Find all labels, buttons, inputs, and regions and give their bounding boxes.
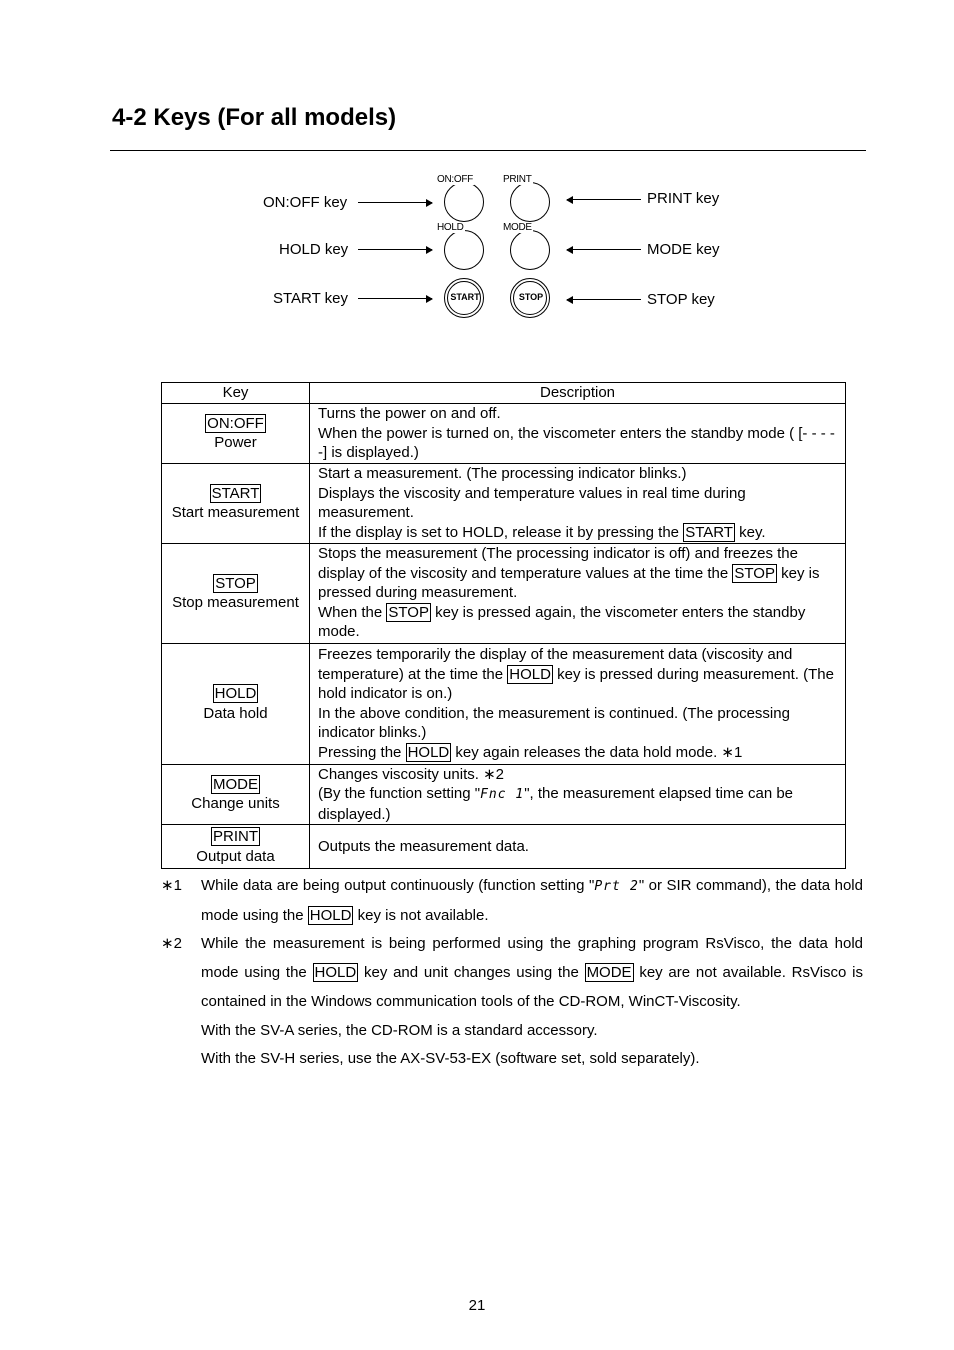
inline-key: HOLD [314, 964, 357, 982]
inline-key: STOP [734, 564, 775, 582]
desc-line: key is pressed again, the viscometer enters the standby mode. [318, 603, 806, 641]
desc-line: key. [739, 523, 766, 541]
onoff-button[interactable] [437, 174, 490, 224]
print-button[interactable] [503, 174, 556, 224]
note-text: While the measurement is being performed using the graphing program RsVisco, the data hold mode using the [201, 935, 863, 982]
arrow-start [358, 298, 432, 299]
desc-line: Turns the power on and off. [318, 405, 501, 422]
key-onoff: ON:OFF [207, 414, 264, 432]
table-row [162, 764, 846, 825]
onoff-key-label: ON:OFF key [263, 194, 348, 211]
arrow-print [567, 199, 641, 200]
desc-line: If the display is set to HOLD, release it by pressing the [318, 523, 680, 541]
key-name: Start measurement [171, 504, 300, 521]
desc-line: key is pressed during measurement. [318, 564, 820, 602]
key-stop: STOP [215, 574, 256, 592]
note-text: key and unit changes using the [363, 964, 579, 982]
key-name: Stop measurement [172, 594, 299, 611]
key-name: Data hold [203, 704, 268, 722]
page-number: 21 [468, 1297, 486, 1314]
desc-line: Changes viscosity units. ∗2 [318, 765, 504, 783]
note-text: With the SV-H series, use the AX-SV-53-EX (software set, sold separately). [201, 1050, 700, 1068]
note-text: " or SIR command), the data hold mode using the [201, 877, 863, 924]
description-cell [310, 643, 846, 764]
segment-display-text: Fnc 1 [480, 787, 525, 802]
start-button[interactable] [442, 272, 490, 320]
key-diagram [0, 0, 954, 340]
header-description: Description [310, 383, 846, 404]
desc-line: Pressing the [318, 743, 402, 761]
note-text: key is not available. [357, 906, 489, 924]
print-caption: PRINT [503, 174, 532, 185]
table-row [162, 825, 846, 869]
footnote-2 [161, 930, 863, 1074]
desc-line: Freezes temporarily the display of the measurement data (viscosity and temperature) at the time the [318, 646, 793, 683]
key-name: Output data [196, 847, 275, 865]
section-heading: 4-2 Keys (For all models) [112, 104, 397, 131]
inline-key: START [685, 523, 733, 541]
desc-line: key again releases the data hold mode. ∗1 [455, 743, 743, 761]
key-cell [162, 764, 310, 825]
inline-key: HOLD [309, 906, 352, 924]
inline-key: HOLD [407, 743, 450, 761]
key-print: PRINT [213, 828, 258, 845]
key-mode: MODE [213, 775, 258, 793]
segment-display-text: Prt 2 [594, 879, 639, 894]
key-name: Power [214, 434, 257, 452]
note-text: With the SV-A series, the CD-ROM is a standard accessory. [201, 1021, 598, 1039]
description-cell [310, 404, 846, 464]
desc-line: Stops the measurement (The processing indicator is off) and freezes the display of the viscosity and temperature values at the time the [318, 545, 798, 582]
desc-line: Outputs the measurement data. [318, 837, 529, 855]
key-cell [162, 643, 310, 764]
arrow-hold [358, 249, 432, 250]
hold-caption: HOLD [437, 222, 464, 233]
note-text: While data are being output continuously (function setting " [201, 877, 595, 894]
table-row [162, 463, 846, 543]
desc-line: When the power is turned on, the viscometer enters the standby mode ( [- - - - -] is displayed.) [318, 424, 835, 461]
footnotes [161, 872, 863, 1074]
print-key-label: PRINT key [647, 190, 720, 207]
footnote-1 [161, 872, 863, 930]
key-cell [162, 404, 310, 464]
inline-key: STOP [388, 603, 429, 621]
desc-line: Start a measurement. (The processing indicator blinks.) [318, 465, 687, 482]
key-cell [162, 543, 310, 643]
start-key-label: START key [273, 290, 349, 307]
key-cell [162, 463, 310, 543]
description-cell [310, 543, 846, 643]
hold-button[interactable] [437, 222, 490, 272]
mode-caption: MODE [503, 222, 532, 233]
table-row [162, 543, 846, 643]
inline-key: HOLD [509, 665, 551, 683]
table-row [162, 404, 846, 464]
note-text: key are not available. RsVisco is contained in the Windows communication tools of the CD-ROM, WinCT-Viscosity. [201, 964, 863, 1010]
header-key: Key [162, 383, 310, 404]
stop-caption: STOP [518, 292, 544, 302]
stop-key-label: STOP key [647, 291, 715, 308]
table-header-row [162, 383, 846, 404]
start-caption: START [450, 292, 480, 302]
hold-key-label: HOLD key [279, 241, 349, 258]
desc-line: ", the measurement elapsed time can be displayed.) [318, 785, 794, 823]
desc-line: key is pressed during measurement. (The hold indicator is on.) [318, 665, 834, 702]
table-row [162, 643, 846, 764]
description-cell [310, 463, 846, 543]
footnote-mark: ∗2 [161, 935, 182, 953]
stop-button[interactable] [508, 272, 556, 320]
footnote-mark: ∗1 [161, 877, 182, 894]
description-cell [310, 825, 846, 869]
desc-line: (By the function setting " [318, 785, 481, 802]
mode-button[interactable] [503, 222, 556, 272]
key-cell [162, 825, 310, 869]
arrow-stop [567, 299, 641, 300]
keys-table [161, 382, 846, 869]
mode-key-label: MODE key [647, 241, 720, 258]
desc-line: Displays the viscosity and temperature values in real time during measurement. [318, 484, 746, 521]
key-name: Change units [191, 795, 280, 813]
description-cell [310, 764, 846, 825]
inline-key: MODE [586, 964, 632, 982]
desc-line: When the [318, 603, 383, 621]
arrow-onoff [358, 202, 432, 203]
onoff-caption: ON:OFF [437, 174, 473, 185]
key-start: START [211, 484, 260, 502]
key-hold: HOLD [214, 685, 257, 702]
arrow-mode [567, 249, 641, 250]
desc-line: In the above condition, the measurement is continued. (The processing indicator blinks.) [318, 704, 790, 741]
